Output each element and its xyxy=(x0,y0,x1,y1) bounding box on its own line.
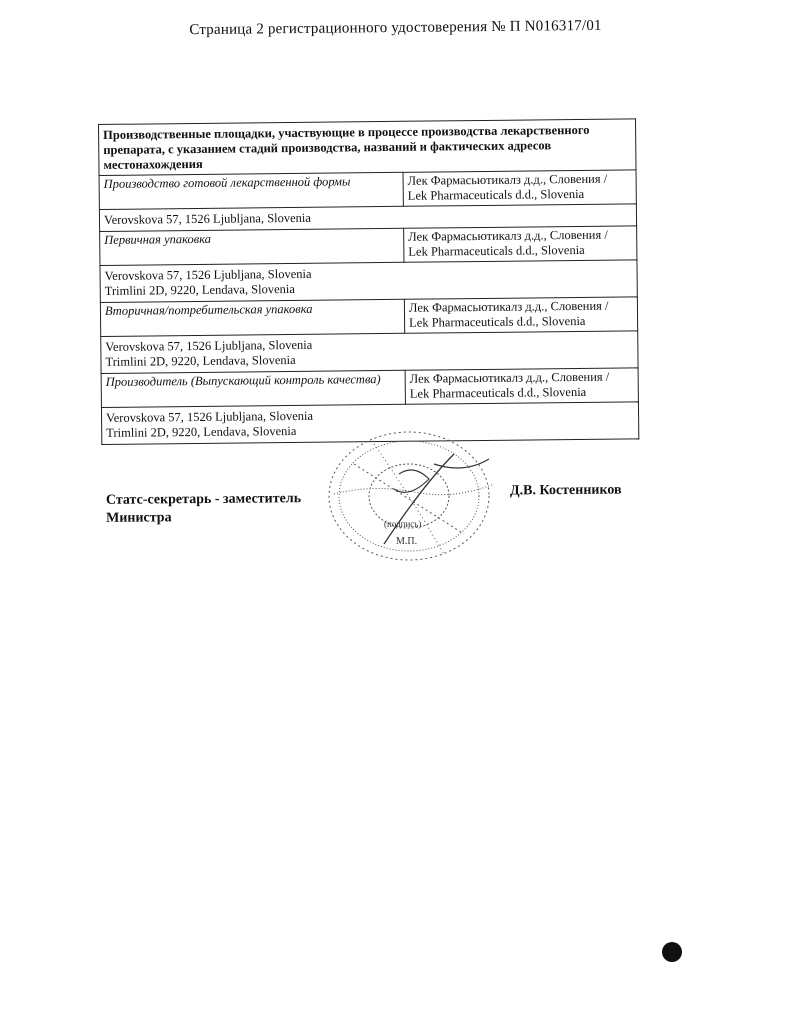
manufacturer-cell xyxy=(405,368,638,404)
table-row xyxy=(100,297,637,337)
address-line: Verovskova 57, 1526 Ljubljana, Slovenia xyxy=(106,408,314,425)
address-line: Trimlini 2D, 9220, Lendava, Slovenia xyxy=(104,281,295,298)
manufacturer-en: Lek Pharmaceuticals d.d., Slovenia xyxy=(408,242,585,259)
address-line: Trimlini 2D, 9220, Lendava, Slovenia xyxy=(106,423,297,440)
sign-label: (подпись) xyxy=(384,519,422,529)
manufacturer-en: Lek Pharmaceuticals d.d., Slovenia xyxy=(409,313,586,330)
table-row xyxy=(101,368,638,408)
table-row xyxy=(100,260,637,303)
manufacturer-en: Lek Pharmaceuticals d.d., Slovenia xyxy=(407,186,585,203)
signer-title-line: Министра xyxy=(106,510,172,526)
manufacturer-ru: Лек Фармасьютикалз д.д., Словения / xyxy=(409,369,610,386)
table-row xyxy=(101,331,638,374)
manufacturer-en: Lek Pharmaceuticals d.d., Slovenia xyxy=(409,384,587,401)
address-line: Verovskova 57, 1526 Ljubljana, Slovenia xyxy=(105,337,313,354)
page-marker-dot xyxy=(662,942,682,962)
seal-stamp-icon xyxy=(314,424,514,574)
table-heading: Производственные площадки, участвующие в процессе производства лекарственного препарата, с указанием стадий производства, названий и фактических адресов местонахождения xyxy=(99,119,637,176)
address-cell xyxy=(101,331,638,374)
stamp-label: М.П. xyxy=(396,536,418,547)
address-line: Verovskova 57, 1526 Ljubljana, Slovenia xyxy=(103,210,311,227)
stage-cell: Производство готовой лекарственной формы xyxy=(99,172,403,209)
manufacturer-cell xyxy=(404,297,637,333)
address-line: Trimlini 2D, 9220, Lendava, Slovenia xyxy=(105,352,296,369)
manufacturer-ru: Лек Фармасьютикалз д.д., Словения / xyxy=(408,227,608,244)
signer-title-line: Статс-секретарь - заместитель xyxy=(105,491,302,508)
manufacturer-cell xyxy=(404,226,637,262)
stage-cell: Первичная упаковка xyxy=(100,228,404,265)
manufacturer-cell xyxy=(403,170,636,206)
page-header: Страница 2 регистрационного удостоверения № П N016317/01 xyxy=(189,17,602,39)
table-row xyxy=(99,170,636,210)
signer-title xyxy=(106,490,301,528)
manufacturer-ru: Лек Фармасьютикалз д.д., Словения / xyxy=(408,298,609,315)
address-cell xyxy=(100,260,637,303)
manufacturer-ru: Лек Фармасьютикалз д.д., Словения / xyxy=(407,171,608,188)
official-seal xyxy=(314,424,514,574)
production-sites-table xyxy=(98,118,639,445)
signer-name: Д.В. Костенников xyxy=(509,482,622,499)
table-row xyxy=(100,226,637,266)
address-line: Verovskova 57, 1526 Ljubljana, Slovenia xyxy=(104,266,312,283)
stage-cell: Вторичная/потребительская упаковка xyxy=(100,299,404,336)
stage-cell: Производитель (Выпускающий контроль качества) xyxy=(101,370,405,407)
